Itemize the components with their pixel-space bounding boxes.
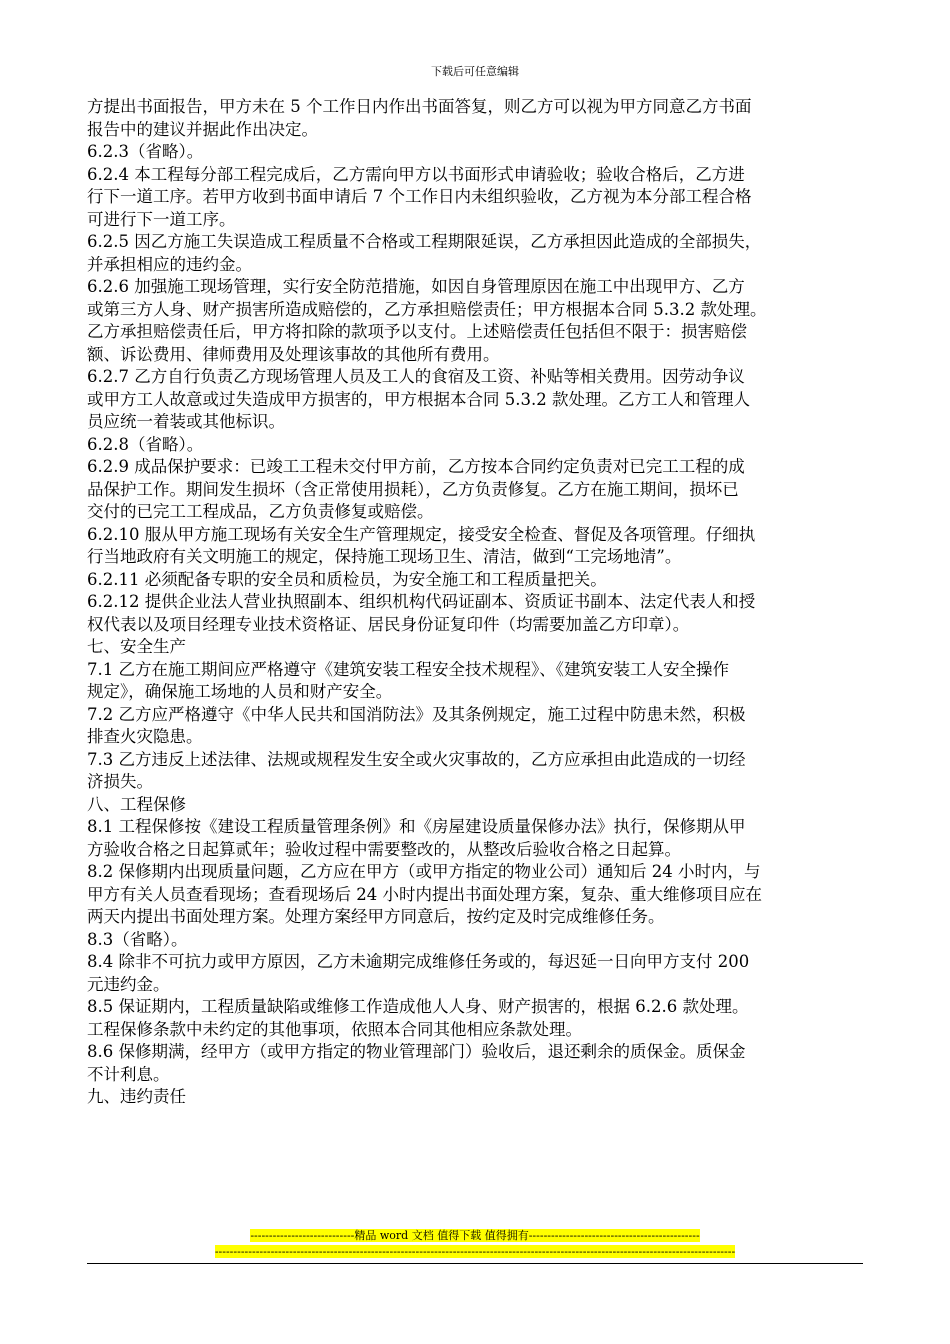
text-line: 可进行下一道工序。	[87, 209, 236, 229]
text-line: 8.1 工程保修按《建设工程质量管理条例》和《房屋建设质量保修办法》执行，保修期从甲	[87, 817, 746, 836]
footer-dashes-text: --------------------------------------------------------------------------------------------------------------------------------------------	[214, 1245, 736, 1258]
text-line: 6.2.5 因乙方施工失误造成工程质量不合格或工程期限延误，乙方承担因此造成的全部损失，	[87, 232, 762, 251]
text-line: 员应统一着装或其他标识。	[87, 412, 285, 431]
text-line: 或甲方工人故意或过失造成甲方损害的，甲方根据本合同 5.3.2 款处理。乙方工人和管理人	[87, 389, 750, 409]
text-line: 6.2.3（省略）。	[87, 142, 204, 161]
text-line: 6.2.11 必须配备专职的安全员和质检员，为安全施工和工程质量把关。	[87, 569, 607, 589]
text-line: 乙方承担赔偿责任后，甲方将扣除的款项予以支付。上述赔偿责任包括但不限于：损害赔偿	[87, 322, 747, 341]
text-line: 7.1 乙方在施工期间应严格遵守《建筑安装工程安全技术规程》、《建筑安装工人安全操作	[87, 659, 729, 679]
text-line: 排查火灾隐患。	[87, 727, 203, 746]
text-line: 济损失。	[87, 772, 153, 791]
text-line: 8.2 保修期内出现质量问题，乙方应在甲方（或甲方指定的物业公司）通知后 24 小时内，与	[87, 862, 761, 881]
text-line: 方验收合格之日起算贰年；验收过程中需要整改的，从整改后验收合格之日起算。	[87, 839, 681, 859]
text-line: 8.5 保证期内，工程质量缺陷或维修工作造成他人人身、财产损害的，根据 6.2.6 款处理。	[87, 997, 749, 1016]
text-line: 规定》，确保施工场地的人员和财产安全。	[87, 682, 393, 701]
document-body	[87, 96, 863, 1109]
text-line: 八、工程保修	[87, 794, 186, 814]
text-line: 7.2 乙方应严格遵守《中华人民共和国消防法》及其条例规定，施工过程中防患未然，积极	[87, 704, 746, 724]
text-line: 不计利息。	[87, 1064, 170, 1084]
text-line: 额、诉讼费用、律师费用及处理该事故的其他所有费用。	[87, 344, 500, 364]
text-line: 交付的已完工工程成品，乙方负责修复或赔偿。	[87, 502, 434, 521]
text-line: 行当地政府有关文明施工的规定，保持施工现场卫生、清洁，做到“工完场地清”。	[87, 547, 682, 566]
text-line: 权代表以及项目经理专业技术资格证、居民身份证复印件（均需要加盖乙方印章）。	[87, 614, 690, 634]
text-line: 6.2.12 提供企业法人营业执照副本、组织机构代码证副本、资质证书副本、法定代表人和授	[87, 592, 756, 611]
footer-banner	[0, 1229, 950, 1243]
text-line: 6.2.10 服从甲方施工现场有关安全生产管理规定，接受安全检查、督促及各项管理。仔细执	[87, 524, 756, 544]
text-line: 8.4 除非不可抗力或甲方原因，乙方未逾期完成维修任务或的，每迟延一日向甲方支付 200	[87, 952, 750, 971]
text-line: 两天内提出书面处理方案。处理方案经甲方同意后，按约定及时完成维修任务。	[87, 907, 665, 926]
text-line: 8.6 保修期满，经甲方（或甲方指定的物业管理部门）验收后，退还剩余的质保金。质保金	[87, 1042, 746, 1061]
text-line: 或第三方人身、财产损害所造成赔偿的，乙方承担赔偿责任；甲方根据本合同 5.3.2 款处理。	[87, 299, 767, 319]
text-line: 6.2.9 成品保护要求：已竣工工程未交付甲方前，乙方按本合同约定负责对已完工工程的成	[87, 457, 745, 476]
text-line: 七、安全生产	[87, 637, 186, 656]
footer-dashes	[0, 1245, 950, 1259]
text-line: 品保护工作。期间发生损坏（含正常使用损耗），乙方负责修复。乙方在施工期间，损坏已	[87, 479, 739, 499]
text-line: 工程保修条款中未约定的其他事项，依照本合同其他相应条款处理。	[87, 1019, 582, 1039]
text-line: 8.3（省略）。	[87, 929, 188, 949]
footer-banner-text: ----------------------------精品 word 文档 值得下载 值得拥有----------------------------------------------	[250, 1229, 700, 1242]
text-line: 6.2.8（省略）。	[87, 434, 204, 454]
page-header: 下载后可任意编辑	[431, 65, 519, 78]
text-line: 方提出书面报告，甲方未在 5 个工作日内作出书面答复，则乙方可以视为甲方同意乙方书面	[87, 97, 752, 116]
text-line: 6.2.4 本工程每分部工程完成后，乙方需向甲方以书面形式申请验收；验收合格后，乙方进	[87, 164, 745, 184]
footer-rule	[87, 1263, 863, 1264]
text-line: 九、违约责任	[87, 1087, 186, 1106]
text-line: 6.2.6 加强施工现场管理，实行安全防范措施，如因自身管理原因在施工中出现甲方、乙方	[87, 277, 745, 296]
text-line: 并承担相应的违约金。	[87, 254, 252, 274]
text-line: 报告中的建议并据此作出决定。	[87, 119, 318, 139]
text-line: 7.3 乙方违反上述法律、法规或规程发生安全或火灾事故的，乙方应承担由此造成的一切经	[87, 749, 746, 769]
text-line: 甲方有关人员查看现场；查看现场后 24 小时内提出书面处理方案，复杂、重大维修项目应在	[87, 884, 762, 904]
text-line: 6.2.7 乙方自行负责乙方现场管理人员及工人的食宿及工资、补贴等相关费用。因劳动争议	[87, 367, 745, 386]
text-line: 元违约金。	[87, 974, 170, 994]
text-line: 行下一道工序。若甲方收到书面申请后 7 个工作日内未组织验收，乙方视为本分部工程合格	[87, 187, 752, 206]
